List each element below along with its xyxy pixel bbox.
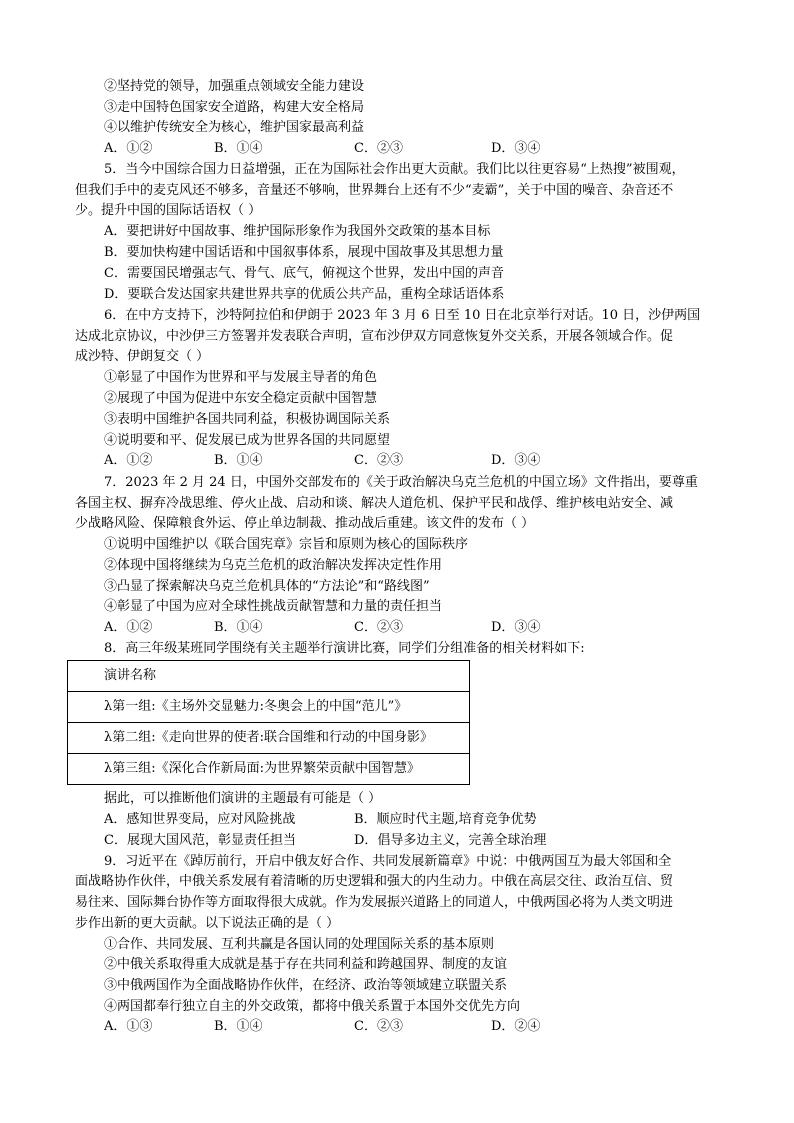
q9-option-b: B．①④: [214, 1019, 263, 1034]
q9-stem-3: 易往来、国际舞台协作等方面取得很大成就。作为发展振兴道路上的同道人，中俄两国必将为人类文明进: [75, 895, 674, 910]
q6-item-2: ②展现了中国为促进中东安全稳定贡献中国智慧: [104, 391, 378, 406]
q7-item-4: ④彰显了中国为应对全球性挑战贡献智慧和力量的责任担当: [104, 599, 443, 614]
q7-option-d: D．③④: [491, 620, 541, 635]
q8-choice-b: B．顺应时代主题,培育竞争优势: [354, 812, 537, 827]
q7-stem-1: 7．2023 年 2 月 24 日，中国外交部发布的《关于政治解决乌克兰危机的中国立场》文件指出，要尊重: [104, 475, 698, 490]
speech-table-row: λ第一组:《主场外交显魅力:冬奥会上的中国“范儿”》: [68, 691, 469, 722]
q4-option-c: C．②③: [354, 141, 403, 156]
q7-option-b: B．①④: [214, 620, 263, 635]
q9-stem-4: 步作出新的更大贡献。以下说法正确的是（ ）: [75, 916, 340, 931]
q6-stem-3: 成沙特、伊朗复交（ ）: [75, 349, 210, 364]
q8-choice-a: A．感知世界变局，应对风险挑战: [104, 812, 296, 827]
q8-after: 据此，可以推断他们演讲的主题最有可能是（ ）: [104, 791, 382, 806]
q8-choice-d: D．倡导多边主义，完善全球治理: [354, 833, 547, 848]
q6-stem-1: 6．在中方支持下，沙特阿拉伯和伊朗于 2023 年 3 月 6 日至 10 日在北京举行对话。10 日，沙伊两国: [104, 308, 701, 323]
q4-option-b: B．①④: [214, 141, 263, 156]
q4-item-4: ④以维护传统安全为核心，维护国家最高利益: [104, 120, 365, 135]
q6-option-b: B．①④: [214, 453, 263, 468]
speech-table: [67, 660, 470, 785]
q9-item-2: ②中俄关系取得重大成就是基于存在共同利益和跨越国界、制度的友谊: [104, 957, 508, 972]
q4-option-d: D．③④: [491, 141, 541, 156]
q5-choice-c: C．需要国民增强志气、骨气、底气，俯视这个世界，发出中国的声音: [104, 266, 504, 281]
q7-item-1: ①说明中国维护以《联合国宪章》宗旨和原则为核心的国际秩序: [104, 537, 469, 552]
speech-table-row: λ第二组:《走向世界的使者:联合国维和行动的中国身影》: [68, 722, 469, 753]
q4-item-3: ③走中国特色国家安全道路，构建大安全格局: [104, 100, 365, 115]
q8-choice-c: C．展现大国风范，彰显责任担当: [104, 833, 296, 848]
q5-choice-a: A．要把讲好中国故事、维护国际形象作为我国外交政策的基本目标: [104, 224, 491, 239]
q5-stem-2: 但我们手中的麦克风还不够多，音量还不够响，世界舞台上还有不少“麦霸”，关于中国的噪音、杂音还不: [75, 183, 674, 198]
q6-option-a: A．①②: [104, 453, 153, 468]
speech-table-row: λ第三组:《深化合作新局面:为世界繁荣贡献中国智慧》: [68, 753, 469, 784]
q6-stem-2: 达成北京协议，中沙伊三方签署并发表联合声明，宣布沙伊双方同意恢复外交关系，开展各领域合作。促: [75, 329, 674, 344]
q9-stem-1: 9．习近平在《踔厉前行，开启中俄友好合作、共同发展新篇章》中说：中俄两国互为最大邻国和全: [104, 854, 672, 869]
q6-item-4: ④说明要和平、促发展已成为世界各国的共同愿望: [104, 433, 391, 448]
q8-stem: 8．高三年级某班同学围绕有关主题举行演讲比赛，同学们分组准备的相关材料如下:: [104, 641, 585, 656]
q7-option-a: A．①②: [104, 620, 153, 635]
q7-stem-3: 少战略风险、保障粮食外运、停止单边制裁、推动战后重建。该文件的发布（ ）: [75, 516, 535, 531]
q4-option-a: A．①②: [104, 141, 153, 156]
q9-item-3: ③中俄两国作为全面战略协作伙伴，在经济、政治等领域建立联盟关系: [104, 978, 508, 993]
q6-option-d: D．③④: [491, 453, 541, 468]
q9-option-c: C．②③: [354, 1019, 403, 1034]
q6-item-3: ③表明中国维护各国共同利益，积极协调国际关系: [104, 412, 391, 427]
q7-item-3: ③凸显了探索解决乌克兰危机具体的“方法论”和“路线图”: [104, 579, 430, 594]
q5-stem-3: 少。提升中国的国际话语权（ ）: [75, 203, 262, 218]
q6-item-1: ①彰显了中国作为世界和平与发展主导者的角色: [104, 370, 378, 385]
q4-item-2: ②坚持党的领导，加强重点领域安全能力建设: [104, 79, 365, 94]
speech-table-header: 演讲名称: [104, 668, 157, 683]
q7-stem-2: 各国主权、摒弃冷战思维、停火止战、启动和谈、解决人道危机、保护平民和战俘、维护核电站安全、减: [75, 496, 674, 511]
q9-option-a: A．①③: [104, 1019, 153, 1034]
q9-item-1: ①合作、共同发展、互利共赢是各国认同的处理国际关系的基本原则: [104, 937, 495, 952]
q9-option-d: D．②④: [491, 1019, 541, 1034]
q7-option-c: C．②③: [354, 620, 403, 635]
q6-option-c: C．②③: [354, 453, 403, 468]
q5-choice-b: B．要加快构建中国话语和中国叙事体系，展现中国故事及其思想力量: [104, 245, 504, 260]
q7-item-2: ②体现中国将继续为乌克兰危机的政治解决发挥决定性作用: [104, 558, 443, 573]
q5-stem-1: 5．当今中国综合国力日益增强，正在为国际社会作出更大贡献。我们比以往更容易“上热搜”被围观，: [104, 162, 685, 177]
q9-stem-2: 面战略协作伙伴，中俄关系发展有着清晰的历史逻辑和强大的内生动力。中俄在高层交往、政治互信、贸: [75, 874, 674, 889]
q5-choice-d: D．要联合发达国家共建世界共享的优质公共产品，重构全球话语体系: [104, 287, 505, 302]
q9-item-4: ④两国都奉行独立自主的外交政策，都将中俄关系置于本国外交优先方向: [104, 999, 521, 1014]
